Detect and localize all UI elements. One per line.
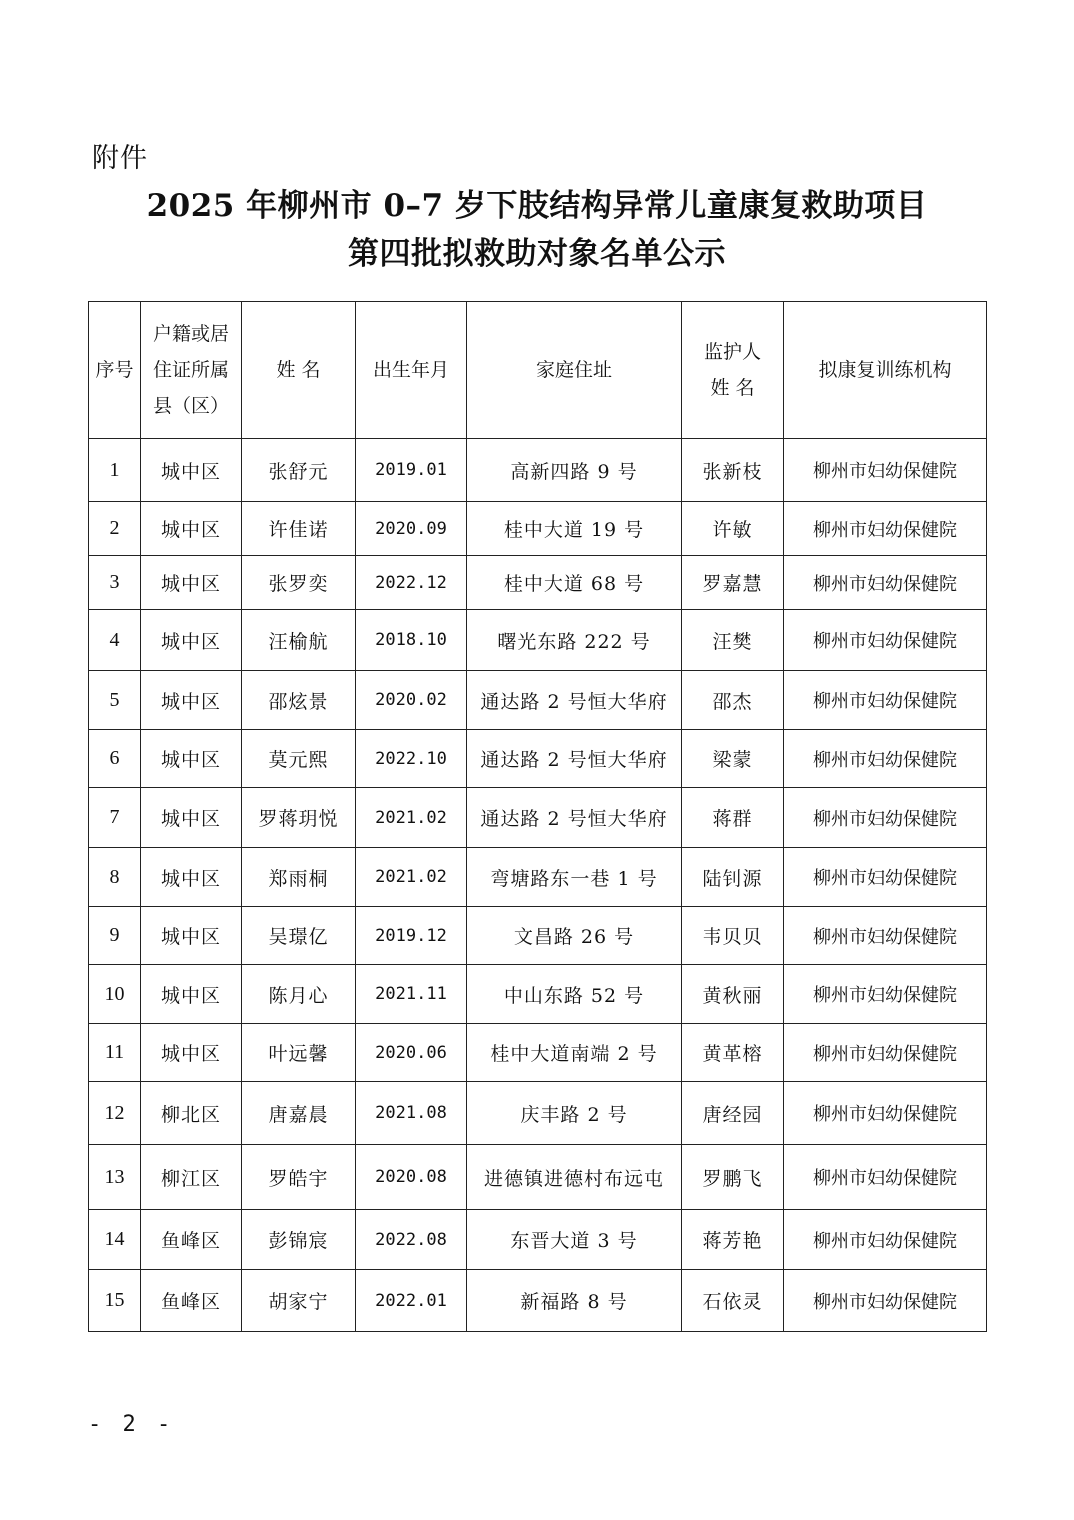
cell-institution: 柳州市妇幼保健院 <box>784 965 987 1024</box>
cell-index: 5 <box>89 671 141 730</box>
cell-institution: 柳州市妇幼保健院 <box>784 671 987 730</box>
table-row <box>89 965 987 1024</box>
table-row <box>89 907 987 965</box>
table-row <box>89 671 987 730</box>
table-row <box>89 730 987 788</box>
cell-birth-date: 2019.01 <box>356 439 467 502</box>
attachment-label: 附件 <box>92 143 148 174</box>
cell-birth-date: 2022.10 <box>356 730 467 788</box>
column-header-index: 序号 <box>89 302 141 439</box>
cell-birth-date: 2021.02 <box>356 848 467 907</box>
cell-birth-date: 2022.01 <box>356 1270 467 1332</box>
table-row <box>89 610 987 671</box>
cell-guardian-name: 黄秋丽 <box>682 965 784 1024</box>
cell-guardian-name: 黄革榕 <box>682 1024 784 1082</box>
table-row <box>89 1210 987 1270</box>
cell-county: 城中区 <box>141 788 242 848</box>
cell-institution: 柳州市妇幼保健院 <box>784 848 987 907</box>
cell-guardian-name: 陆钊源 <box>682 848 784 907</box>
cell-birth-date: 2019.12 <box>356 907 467 965</box>
cell-institution: 柳州市妇幼保健院 <box>784 502 987 556</box>
cell-institution: 柳州市妇幼保健院 <box>784 1082 987 1145</box>
cell-guardian-name: 韦贝贝 <box>682 907 784 965</box>
cell-child-name: 邵炫景 <box>242 671 356 730</box>
document-title-line-2: 第四批拟救助对象名单公示 <box>348 236 726 272</box>
cell-address: 新福路 8 号 <box>467 1270 682 1332</box>
cell-index: 9 <box>89 907 141 965</box>
cell-address: 高新四路 9 号 <box>467 439 682 502</box>
cell-birth-date: 2018.10 <box>356 610 467 671</box>
column-header-guardian: 监护人姓 名 <box>682 302 784 439</box>
cell-county: 城中区 <box>141 671 242 730</box>
cell-institution: 柳州市妇幼保健院 <box>784 1024 987 1082</box>
cell-index: 13 <box>89 1145 141 1210</box>
cell-address: 通达路 2 号恒大华府 <box>467 788 682 848</box>
cell-birth-date: 2021.02 <box>356 788 467 848</box>
cell-guardian-name: 邵杰 <box>682 671 784 730</box>
cell-index: 11 <box>89 1024 141 1082</box>
page-number: - 2 - <box>88 1412 175 1437</box>
cell-institution: 柳州市妇幼保健院 <box>784 556 987 610</box>
cell-county: 城中区 <box>141 1024 242 1082</box>
cell-county: 柳江区 <box>141 1145 242 1210</box>
cell-guardian-name: 石依灵 <box>682 1270 784 1332</box>
cell-county: 城中区 <box>141 502 242 556</box>
cell-child-name: 罗皓宇 <box>242 1145 356 1210</box>
table-row <box>89 1082 987 1145</box>
cell-guardian-name: 许敏 <box>682 502 784 556</box>
column-header-name: 姓 名 <box>242 302 356 439</box>
cell-guardian-name: 汪樊 <box>682 610 784 671</box>
cell-child-name: 张罗奕 <box>242 556 356 610</box>
cell-county: 城中区 <box>141 610 242 671</box>
cell-guardian-name: 梁蒙 <box>682 730 784 788</box>
table-row <box>89 439 987 502</box>
cell-address: 通达路 2 号恒大华府 <box>467 730 682 788</box>
cell-child-name: 罗蒋玥悦 <box>242 788 356 848</box>
cell-guardian-name: 蒋群 <box>682 788 784 848</box>
cell-child-name: 唐嘉晨 <box>242 1082 356 1145</box>
cell-birth-date: 2020.02 <box>356 671 467 730</box>
cell-child-name: 叶远馨 <box>242 1024 356 1082</box>
cell-guardian-name: 蒋芳艳 <box>682 1210 784 1270</box>
cell-address: 进德镇进德村布远屯 <box>467 1145 682 1210</box>
document-title-line-1: 2025 年柳州市 0–7 岁下肢结构异常儿童康复救助项目 <box>146 188 928 224</box>
cell-county: 柳北区 <box>141 1082 242 1145</box>
cell-index: 1 <box>89 439 141 502</box>
cell-child-name: 彭锦宸 <box>242 1210 356 1270</box>
beneficiary-table <box>88 301 987 1332</box>
table-row <box>89 556 987 610</box>
table-row <box>89 502 987 556</box>
column-header-birth: 出生年月 <box>356 302 467 439</box>
table-row <box>89 1024 987 1082</box>
cell-index: 12 <box>89 1082 141 1145</box>
column-header-institution: 拟康复训练机构 <box>784 302 987 439</box>
cell-county: 城中区 <box>141 848 242 907</box>
cell-institution: 柳州市妇幼保健院 <box>784 788 987 848</box>
cell-county: 城中区 <box>141 556 242 610</box>
cell-address: 东晋大道 3 号 <box>467 1210 682 1270</box>
table-header-row <box>89 302 987 439</box>
cell-index: 14 <box>89 1210 141 1270</box>
cell-address: 曙光东路 222 号 <box>467 610 682 671</box>
cell-institution: 柳州市妇幼保健院 <box>784 907 987 965</box>
cell-address: 弯塘路东一巷 1 号 <box>467 848 682 907</box>
table-row <box>89 788 987 848</box>
cell-child-name: 莫元熙 <box>242 730 356 788</box>
table-row <box>89 1145 987 1210</box>
cell-county: 鱼峰区 <box>141 1270 242 1332</box>
cell-index: 15 <box>89 1270 141 1332</box>
cell-child-name: 汪榆航 <box>242 610 356 671</box>
cell-index: 4 <box>89 610 141 671</box>
cell-address: 桂中大道南端 2 号 <box>467 1024 682 1082</box>
cell-institution: 柳州市妇幼保健院 <box>784 1145 987 1210</box>
column-header-county: 户籍或居住证所属县（区） <box>141 302 242 439</box>
cell-address: 文昌路 26 号 <box>467 907 682 965</box>
cell-guardian-name: 唐经园 <box>682 1082 784 1145</box>
cell-birth-date: 2020.09 <box>356 502 467 556</box>
table-row <box>89 1270 987 1332</box>
cell-birth-date: 2022.08 <box>356 1210 467 1270</box>
cell-address: 中山东路 52 号 <box>467 965 682 1024</box>
cell-birth-date: 2021.08 <box>356 1082 467 1145</box>
cell-index: 6 <box>89 730 141 788</box>
cell-child-name: 陈月心 <box>242 965 356 1024</box>
cell-institution: 柳州市妇幼保健院 <box>784 1210 987 1270</box>
cell-index: 8 <box>89 848 141 907</box>
cell-institution: 柳州市妇幼保健院 <box>784 730 987 788</box>
cell-birth-date: 2021.11 <box>356 965 467 1024</box>
table-body <box>89 439 987 1332</box>
cell-address: 桂中大道 68 号 <box>467 556 682 610</box>
cell-child-name: 郑雨桐 <box>242 848 356 907</box>
cell-county: 城中区 <box>141 439 242 502</box>
cell-index: 7 <box>89 788 141 848</box>
cell-child-name: 许佳诺 <box>242 502 356 556</box>
cell-guardian-name: 张新枝 <box>682 439 784 502</box>
cell-county: 鱼峰区 <box>141 1210 242 1270</box>
cell-institution: 柳州市妇幼保健院 <box>784 439 987 502</box>
cell-birth-date: 2020.08 <box>356 1145 467 1210</box>
cell-birth-date: 2020.06 <box>356 1024 467 1082</box>
cell-county: 城中区 <box>141 907 242 965</box>
cell-institution: 柳州市妇幼保健院 <box>784 1270 987 1332</box>
table-row <box>89 848 987 907</box>
cell-birth-date: 2022.12 <box>356 556 467 610</box>
cell-guardian-name: 罗嘉慧 <box>682 556 784 610</box>
cell-child-name: 张舒元 <box>242 439 356 502</box>
cell-address: 庆丰路 2 号 <box>467 1082 682 1145</box>
cell-child-name: 吴璟亿 <box>242 907 356 965</box>
column-header-address: 家庭住址 <box>467 302 682 439</box>
cell-child-name: 胡家宁 <box>242 1270 356 1332</box>
cell-county: 城中区 <box>141 730 242 788</box>
cell-index: 2 <box>89 502 141 556</box>
cell-guardian-name: 罗鹏飞 <box>682 1145 784 1210</box>
cell-county: 城中区 <box>141 965 242 1024</box>
cell-index: 3 <box>89 556 141 610</box>
cell-index: 10 <box>89 965 141 1024</box>
cell-address: 通达路 2 号恒大华府 <box>467 671 682 730</box>
cell-institution: 柳州市妇幼保健院 <box>784 610 987 671</box>
cell-address: 桂中大道 19 号 <box>467 502 682 556</box>
